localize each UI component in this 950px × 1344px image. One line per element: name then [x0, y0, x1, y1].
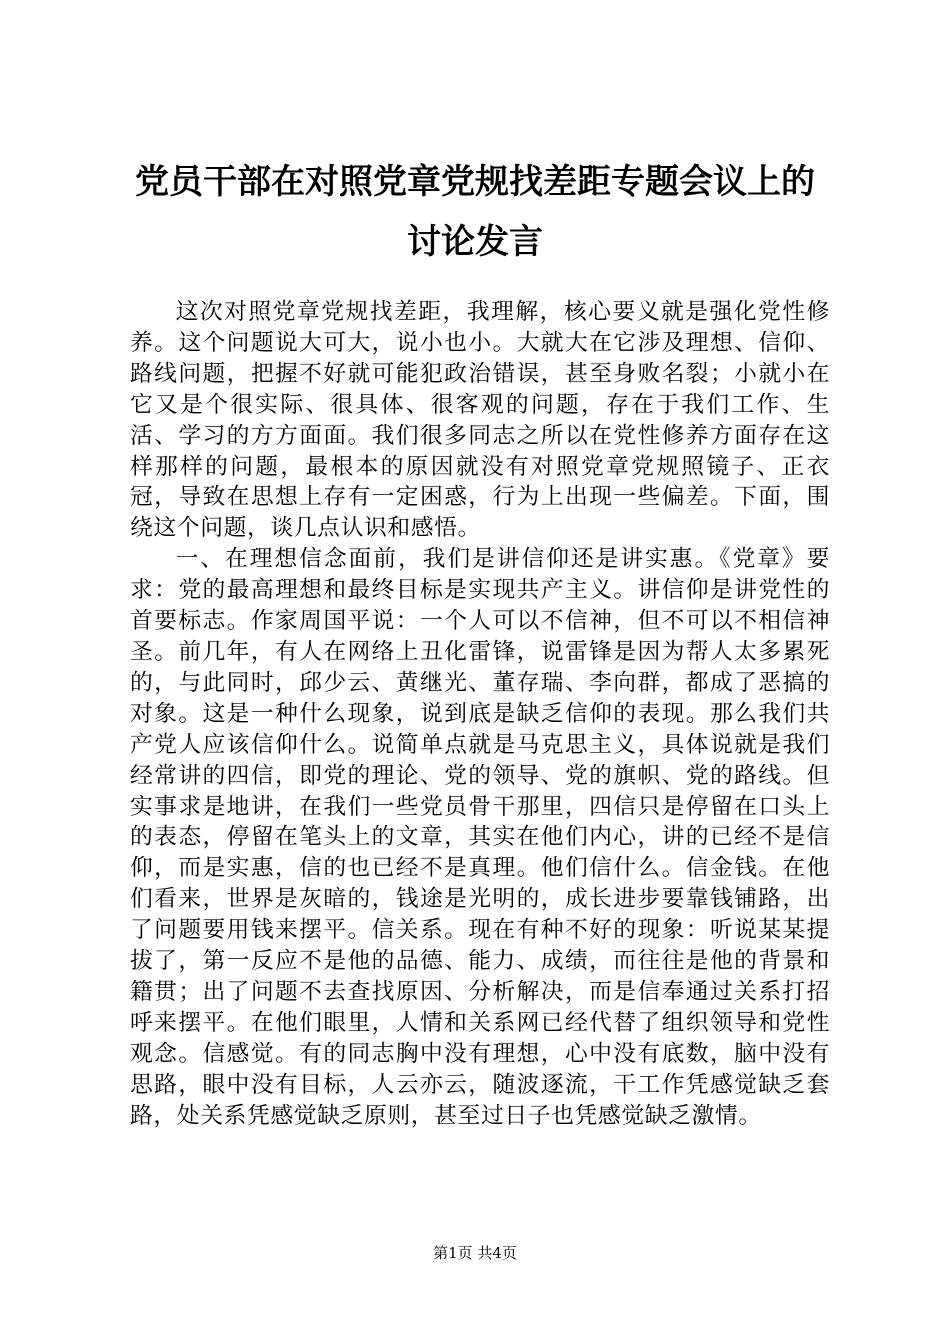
document-title-line-2: 讨论发言	[407, 222, 543, 262]
paragraph-intro: 这次对照党章党规找差距，我理解，核心要义就是强化党性修养。这个问题说大可大，说小也小。大就大在它涉及理想、信仰、路线问题，把握不好就可能犯政治错误，甚至身败名裂；小就小在它又是个很实际、很具体、很客观的问题，存在于我们工作、生活、学习的方方面面。我们很多同志之所以在党性修养方面存在这样那样的问题，最根本的原因就没有对照党章党规照镜子、正衣冠，导致在思想上存有一定困惑，行为上出现一些偏差。下面，围绕这个问题，谈几点认识和感悟。	[130, 299, 830, 542]
page-number-footer: 第1页 共4页	[433, 1244, 517, 1262]
document-title-line-1: 党员干部在对照党章党规找差距专题会议上的	[135, 162, 815, 202]
paragraph-section-one: 一、在理想信念面前，我们是讲信仰还是讲实惠。《党章》要求：党的最高理想和最终目标是实现共产主义。讲信仰是讲党性的首要标志。作家周国平说：一个人可以不信神，但不可以不相信神圣。前几年，有人在网络上丑化雷锋，说雷锋是因为帮人太多累死的，与此同时，邱少云、黄继光、董存瑞、李向群，都成了恶搞的对象。这是一种什么现象，说到底是缺乏信仰的表现。那么我们共产党人应该信仰什么。说简单点就是马克思主义，具体说就是我们经常讲的四信，即党的理论、党的领导、党的旗帜、党的路线。但实事求是地讲，在我们一些党员骨干那里，四信只是停留在口头上的表态，停留在笔头上的文章，其实在他们内心，讲的已经不是信仰，而是实惠，信的也已经不是真理。他们信什么。信金钱。在他们看来，世界是灰暗的，钱途是光明的，成长进步要靠钱铺路，出了问题要用钱来摆平。信关系。现在有种不好的现象：听说某某提拔了，第一反应不是他的品德、能力、成绩，而往往是他的背景和籍贯；出了问题不去查找原因、分析解决，而是信奉通过关系打招呼来摆平。在他们眼里，人情和关系网已经代替了组织领导和党性观念。信感觉。有的同志胸中没有理想，心中没有底数，脑中没有思路，眼中没有目标，人云亦云，随波逐流，干工作凭感觉缺乏套路，处关系凭感觉缺乏原则，甚至过日子也凭感觉缺乏激情。	[130, 546, 830, 1129]
document-body	[130, 297, 830, 1131]
